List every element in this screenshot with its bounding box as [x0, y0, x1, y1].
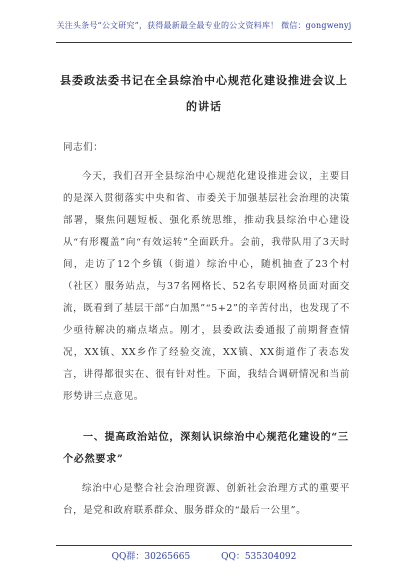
salutation: 同志们： — [63, 142, 104, 153]
header-divider — [56, 42, 352, 43]
footer-contacts — [0, 550, 408, 564]
paragraph-1: 今天，我们召开全县综治中心规范化建设推进会议，主要目的是深入贯彻落实中央和省、市委关于加强基层社会治理的决策部署，聚焦问题短板、强化系统思维，推动我县综治中心建设从“有形覆盖”向“有效运转”全面跃升。会前，我带队用了3天时间，走访了12个乡镇（街道）综治中心，随机抽查了23个村（社区）服务站点，与37名网格长、52名专职网格员面对面交流，既看到了基层干部“白加黑”“5+2”的辛苦付出，也发现了不少亟待解决的痛点堵点。刚才，县委政法委通报了前期督查情况，XX镇、XX乡作了经验交流，XX镇、XX街道作了表态发言，讲得都很实在、很有针对性。下面，我结合调研情况和当前形势讲三点意见。 — [63, 171, 350, 402]
paragraph-2: 综治中心是整合社会治理资源、创新社会治理方式的重要平台，是党和政府联系群众、服务群众的“最后一公里”。 — [63, 483, 350, 516]
document-title: 县委政法委书记在全县综治中心规范化建设推进会议上的讲话 — [60, 74, 348, 113]
section-1-heading: 一、提高政治站位，深刻认识综治中心规范化建设的“三个必然要求” — [63, 432, 349, 465]
footer-qq: QQ：535304092 — [221, 552, 297, 562]
footer-qq-group: QQ群：30265665 — [111, 552, 191, 562]
header-banner: 关注头条号“公文研究”，获得最新最全最专业的公文资料库！ 微信：gongwenyj — [56, 21, 352, 30]
footer-divider — [56, 545, 352, 546]
